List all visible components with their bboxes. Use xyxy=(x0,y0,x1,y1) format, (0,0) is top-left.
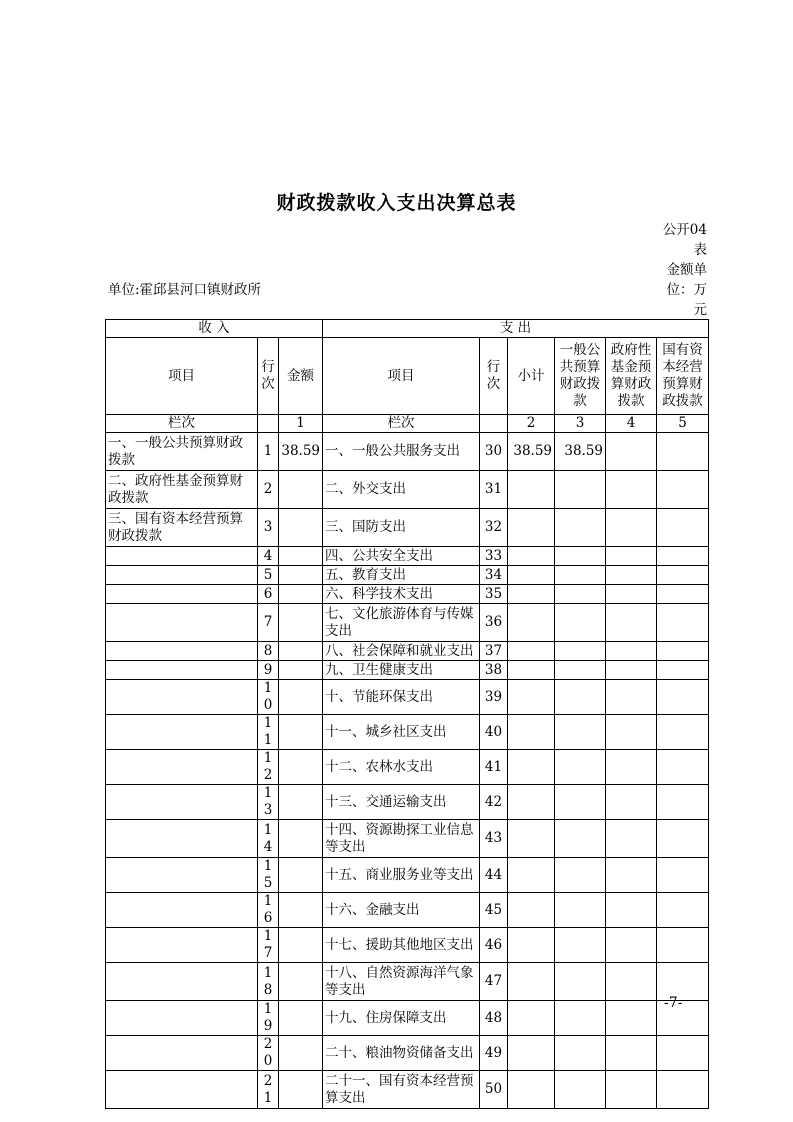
subtotal-value xyxy=(508,547,555,566)
expense-line-no: 43 xyxy=(480,820,508,858)
income-item xyxy=(106,604,258,642)
general-budget-value xyxy=(555,585,606,604)
income-item xyxy=(106,820,258,858)
table-row xyxy=(106,820,709,858)
income-line-no: 12 xyxy=(258,750,279,785)
state-capital-value xyxy=(657,715,709,750)
income-line-no: 6 xyxy=(258,585,279,604)
subtotal-value xyxy=(508,1071,555,1109)
gov-fund-header: 政府性基金预算财政拨款 xyxy=(606,338,657,415)
subtotal-value xyxy=(508,1036,555,1071)
income-amount xyxy=(279,661,323,680)
table-row xyxy=(106,1071,709,1109)
subtotal-value xyxy=(508,471,555,509)
amount-unit: 金额单位：万元 xyxy=(666,262,707,318)
col-number: 3 xyxy=(555,415,606,433)
income-item xyxy=(106,928,258,963)
income-amount xyxy=(279,680,323,715)
expense-item: 十七、援助其他地区支出 xyxy=(323,928,480,963)
general-budget-value xyxy=(555,963,606,1001)
general-budget-value xyxy=(555,566,606,585)
general-budget-value xyxy=(555,785,606,820)
expense-line-no: 42 xyxy=(480,785,508,820)
expense-line-no: 41 xyxy=(480,750,508,785)
income-amount xyxy=(279,642,323,661)
expense-line-no: 38 xyxy=(480,661,508,680)
subtotal-header: 小计 xyxy=(508,338,555,415)
state-capital-value xyxy=(657,680,709,715)
state-capital-value xyxy=(657,893,709,928)
state-capital-value xyxy=(657,642,709,661)
state-capital-header: 国有资本经营预算财政拨款 xyxy=(657,338,709,415)
expense-line-no: 39 xyxy=(480,680,508,715)
expense-line-no: 44 xyxy=(480,858,508,893)
income-item xyxy=(106,680,258,715)
expense-item: 十二、农林水支出 xyxy=(323,750,480,785)
income-item xyxy=(106,566,258,585)
income-amount xyxy=(279,893,323,928)
income-amount xyxy=(279,604,323,642)
income-item xyxy=(106,858,258,893)
gov-fund-value xyxy=(606,547,657,566)
expense-item: 八、社会保障和就业支出 xyxy=(323,642,480,661)
general-budget-value xyxy=(555,1036,606,1071)
expense-item: 一、一般公共服务支出 xyxy=(323,433,480,471)
expense-item: 十三、交通运输支出 xyxy=(323,785,480,820)
expense-item: 十四、资源勘探工业信息等支出 xyxy=(323,820,480,858)
income-header: 收 入 xyxy=(106,320,323,338)
gov-fund-value xyxy=(606,604,657,642)
income-line-no: 20 xyxy=(258,1036,279,1071)
income-item xyxy=(106,1001,258,1036)
expense-line-no: 30 xyxy=(480,433,508,471)
table-row xyxy=(106,680,709,715)
subtotal-value: 38.59 xyxy=(508,433,555,471)
col-number: 1 xyxy=(279,415,323,433)
expense-item: 五、教育支出 xyxy=(323,566,480,585)
expense-item: 二十、粮油物资储备支出 xyxy=(323,1036,480,1071)
general-budget-value xyxy=(555,604,606,642)
state-capital-value xyxy=(657,547,709,566)
income-line-no: 10 xyxy=(258,680,279,715)
income-line-no: 1 xyxy=(258,433,279,471)
expense-item: 六、科学技术支出 xyxy=(323,585,480,604)
income-item: 二、政府性基金预算财政拨款 xyxy=(106,471,258,509)
state-capital-value xyxy=(657,785,709,820)
gov-fund-value xyxy=(606,1071,657,1109)
state-capital-value xyxy=(657,1071,709,1109)
gov-fund-value xyxy=(606,661,657,680)
expense-item: 十九、住房保障支出 xyxy=(323,1001,480,1036)
table-row xyxy=(106,963,709,1001)
expense-line-no: 35 xyxy=(480,585,508,604)
table-row xyxy=(106,661,709,680)
table-row xyxy=(106,1036,709,1071)
table-row xyxy=(106,566,709,585)
gov-fund-value xyxy=(606,785,657,820)
state-capital-value xyxy=(657,471,709,509)
table-row xyxy=(106,1001,709,1036)
income-amount xyxy=(279,471,323,509)
income-line-header: 行次 xyxy=(258,338,279,415)
gov-fund-value xyxy=(606,566,657,585)
general-budget-value xyxy=(555,1071,606,1109)
income-amount xyxy=(279,750,323,785)
income-amount xyxy=(279,1071,323,1109)
income-amount xyxy=(279,785,323,820)
expense-line-no: 33 xyxy=(480,547,508,566)
expense-header: 支 出 xyxy=(323,320,709,338)
general-budget-value xyxy=(555,471,606,509)
income-line-no: 7 xyxy=(258,604,279,642)
table-row xyxy=(106,642,709,661)
gov-fund-value xyxy=(606,509,657,547)
table-row xyxy=(106,585,709,604)
col-number: 4 xyxy=(606,415,657,433)
income-line-no: 8 xyxy=(258,642,279,661)
income-item xyxy=(106,1071,258,1109)
expense-line-no: 49 xyxy=(480,1036,508,1071)
subtotal-value xyxy=(508,820,555,858)
general-budget-value xyxy=(555,715,606,750)
gov-fund-value xyxy=(606,433,657,471)
income-line-no: 13 xyxy=(258,785,279,820)
table-row xyxy=(106,471,709,509)
income-item-header: 项目 xyxy=(106,338,258,415)
state-capital-value xyxy=(657,433,709,471)
expense-line-no: 46 xyxy=(480,928,508,963)
gov-fund-value xyxy=(606,750,657,785)
income-amount-header: 金额 xyxy=(279,338,323,415)
expense-line-no: 48 xyxy=(480,1001,508,1036)
subtotal-value xyxy=(508,661,555,680)
general-budget-value xyxy=(555,750,606,785)
income-line-no: 11 xyxy=(258,715,279,750)
state-capital-value xyxy=(657,750,709,785)
expense-line-no: 40 xyxy=(480,715,508,750)
gov-fund-value xyxy=(606,471,657,509)
gov-fund-value xyxy=(606,963,657,1001)
general-budget-value: 38.59 xyxy=(555,433,606,471)
income-item: 一、一般公共预算财政拨款 xyxy=(106,433,258,471)
income-line-no: 15 xyxy=(258,858,279,893)
state-capital-value xyxy=(657,1036,709,1071)
subtotal-value xyxy=(508,509,555,547)
income-amount xyxy=(279,1001,323,1036)
subtotal-value xyxy=(508,585,555,604)
income-item xyxy=(106,963,258,1001)
income-line-no: 16 xyxy=(258,893,279,928)
table-row xyxy=(106,715,709,750)
state-capital-value xyxy=(657,820,709,858)
subtotal-value xyxy=(508,963,555,1001)
general-budget-value xyxy=(555,928,606,963)
income-line-no: 5 xyxy=(258,566,279,585)
subtotal-value xyxy=(508,893,555,928)
expense-item: 四、公共安全支出 xyxy=(323,547,480,566)
expense-line-no: 37 xyxy=(480,642,508,661)
budget-summary-table xyxy=(105,319,709,1109)
table-row xyxy=(106,433,709,471)
table-row xyxy=(106,750,709,785)
income-item xyxy=(106,585,258,604)
expense-line-no: 36 xyxy=(480,604,508,642)
col-number: 2 xyxy=(508,415,555,433)
income-item xyxy=(106,785,258,820)
gov-fund-value xyxy=(606,680,657,715)
general-budget-value xyxy=(555,661,606,680)
gov-fund-value xyxy=(606,585,657,604)
gov-fund-value xyxy=(606,893,657,928)
subtotal-value xyxy=(508,858,555,893)
subtotal-value xyxy=(508,715,555,750)
income-item xyxy=(106,1036,258,1071)
income-amount: 38.59 xyxy=(279,433,323,471)
income-line-no: 9 xyxy=(258,661,279,680)
income-amount xyxy=(279,509,323,547)
reporting-unit: 单位:霍邱县河口镇财政所 xyxy=(108,282,262,298)
expense-item: 十、节能环保支出 xyxy=(323,680,480,715)
income-amount xyxy=(279,1036,323,1071)
col-number: 5 xyxy=(657,415,709,433)
income-line-no: 18 xyxy=(258,963,279,1001)
expense-item: 九、卫生健康支出 xyxy=(323,661,480,680)
general-budget-value xyxy=(555,858,606,893)
subtotal-value xyxy=(508,566,555,585)
subtotal-value xyxy=(508,642,555,661)
table-row xyxy=(106,893,709,928)
general-budget-value xyxy=(555,680,606,715)
state-capital-value xyxy=(657,509,709,547)
expense-line-no: 50 xyxy=(480,1071,508,1109)
income-line-no: 17 xyxy=(258,928,279,963)
expense-item: 十五、商业服务业等支出 xyxy=(323,858,480,893)
column-label: 栏次 xyxy=(106,415,258,433)
state-capital-value xyxy=(657,604,709,642)
income-amount xyxy=(279,963,323,1001)
state-capital-value xyxy=(657,566,709,585)
income-amount xyxy=(279,858,323,893)
income-line-no: 3 xyxy=(258,509,279,547)
empty-cell xyxy=(480,415,508,433)
income-item: 三、国有资本经营预算财政拨款 xyxy=(106,509,258,547)
column-label: 栏次 xyxy=(323,415,480,433)
page-title: 财政拨款收入支出决算总表 xyxy=(276,192,517,214)
expense-item: 二十一、国有资本经营预算支出 xyxy=(323,1071,480,1109)
state-capital-value xyxy=(657,928,709,963)
table-row xyxy=(106,604,709,642)
income-item xyxy=(106,642,258,661)
expense-item: 十六、金融支出 xyxy=(323,893,480,928)
table-row xyxy=(106,509,709,547)
subtotal-value xyxy=(508,1001,555,1036)
income-amount xyxy=(279,820,323,858)
gov-fund-value xyxy=(606,1001,657,1036)
gov-fund-value xyxy=(606,928,657,963)
income-line-no: 14 xyxy=(258,820,279,858)
income-item xyxy=(106,661,258,680)
income-amount xyxy=(279,547,323,566)
subtotal-value xyxy=(508,680,555,715)
expense-item: 十八、自然资源海洋气象等支出 xyxy=(323,963,480,1001)
state-capital-value xyxy=(657,585,709,604)
general-budget-header: 一般公共预算财政拨款 xyxy=(555,338,606,415)
income-item xyxy=(106,750,258,785)
subtotal-value xyxy=(508,604,555,642)
subtotal-value xyxy=(508,785,555,820)
income-item xyxy=(106,547,258,566)
gov-fund-value xyxy=(606,858,657,893)
income-amount xyxy=(279,566,323,585)
state-capital-value xyxy=(657,858,709,893)
gov-fund-value xyxy=(606,642,657,661)
income-line-no: 21 xyxy=(258,1071,279,1109)
empty-cell xyxy=(258,415,279,433)
expense-item: 二、外交支出 xyxy=(323,471,480,509)
form-number-and-unit xyxy=(655,220,707,320)
gov-fund-value xyxy=(606,820,657,858)
general-budget-value xyxy=(555,1001,606,1036)
gov-fund-value xyxy=(606,1036,657,1071)
state-capital-value xyxy=(657,661,709,680)
expense-line-no: 34 xyxy=(480,566,508,585)
subtotal-value xyxy=(508,928,555,963)
income-amount xyxy=(279,928,323,963)
subtotal-value xyxy=(508,750,555,785)
expense-line-no: 47 xyxy=(480,963,508,1001)
form-number: 公开04表 xyxy=(662,222,707,258)
general-budget-value xyxy=(555,509,606,547)
general-budget-value xyxy=(555,547,606,566)
expense-item: 十一、城乡社区支出 xyxy=(323,715,480,750)
expense-line-no: 32 xyxy=(480,509,508,547)
expense-line-header: 行次 xyxy=(480,338,508,415)
income-amount xyxy=(279,585,323,604)
expense-line-no: 45 xyxy=(480,893,508,928)
table-row xyxy=(106,547,709,566)
general-budget-value xyxy=(555,893,606,928)
expense-item: 七、文化旅游体育与传媒支出 xyxy=(323,604,480,642)
table-row xyxy=(106,785,709,820)
expense-item-header: 项目 xyxy=(323,338,480,415)
income-item xyxy=(106,893,258,928)
table-row xyxy=(106,928,709,963)
expense-line-no: 31 xyxy=(480,471,508,509)
gov-fund-value xyxy=(606,715,657,750)
table-row xyxy=(106,858,709,893)
income-item xyxy=(106,715,258,750)
income-line-no: 19 xyxy=(258,1001,279,1036)
general-budget-value xyxy=(555,642,606,661)
income-amount xyxy=(279,715,323,750)
income-line-no: 2 xyxy=(258,471,279,509)
expense-item: 三、国防支出 xyxy=(323,509,480,547)
income-line-no: 4 xyxy=(258,547,279,566)
general-budget-value xyxy=(555,820,606,858)
page-number: -7- xyxy=(664,995,683,1011)
